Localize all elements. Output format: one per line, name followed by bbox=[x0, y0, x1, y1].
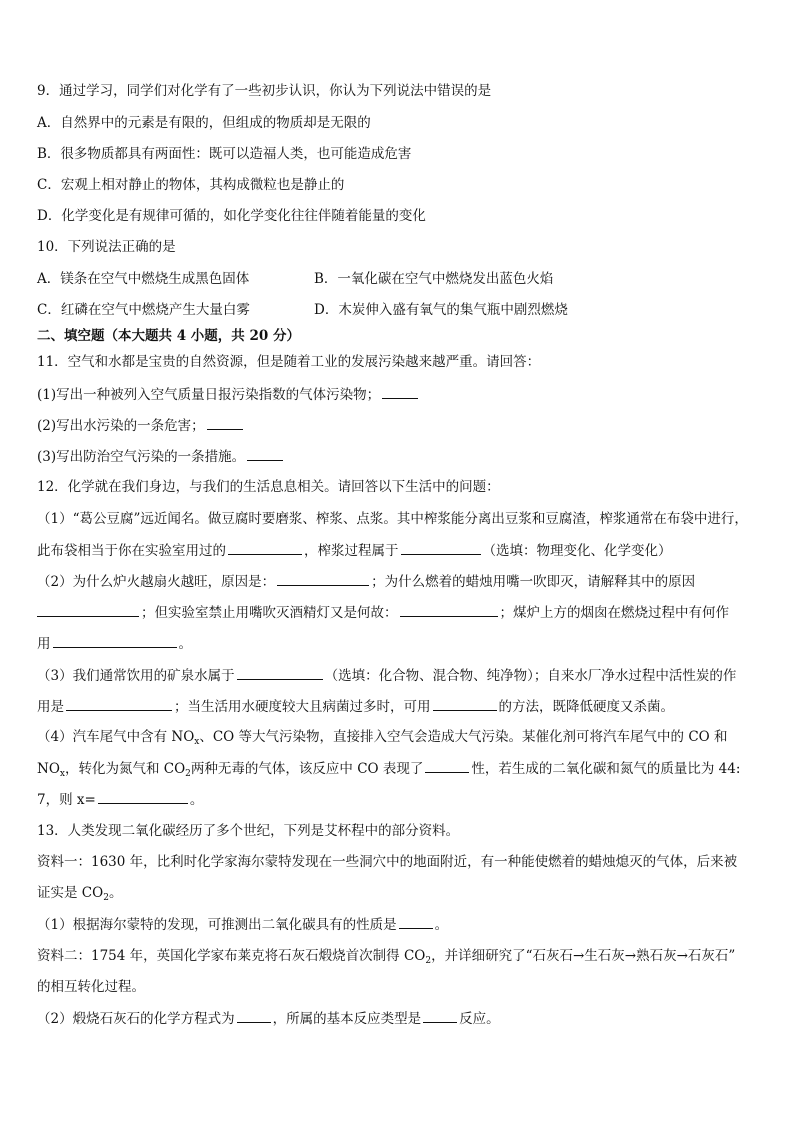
answer-blank[interactable] bbox=[237, 665, 323, 680]
answer-blank[interactable] bbox=[401, 540, 481, 555]
answer-blank[interactable] bbox=[399, 914, 433, 929]
q12-part2-line1: （2）为什么炉火越扇火越旺，原因是： ；为什么燃着的蜡烛用嘴一吹即灭，请解释其中的原因 bbox=[37, 571, 695, 592]
q13-material1-line2: 证实是 $CO_2$。 bbox=[37, 885, 123, 903]
answer-blank[interactable] bbox=[207, 415, 243, 430]
q9-stem: 9．通过学习，同学们对化学有了一些初步认识，你认为下列说法中错误的是 bbox=[37, 83, 492, 99]
q13-material2-line1: 资料二：1754 年，英国化学家布莱克将石灰石煅烧首次制得 $CO_2$，并详细研究了“石灰石→生石灰→熟石灰→石灰石” bbox=[37, 948, 736, 966]
q10-stem: 10．下列说法正确的是 bbox=[37, 239, 176, 255]
q10-option-a: A．镁条在空气中燃烧生成黑色固体 bbox=[37, 271, 250, 287]
q10-option-d: D．木炭伸入盛有氧气的集气瓶中剧烈燃烧 bbox=[314, 302, 568, 318]
q13-part1: （1）根据海尔蒙特的发现，可推测出二氧化碳具有的性质是 。 bbox=[37, 914, 448, 935]
q9-option-d: D．化学变化是有规律可循的，如化学变化往往伴随着能量的变化 bbox=[37, 208, 426, 224]
section-heading: 二、填空题（本大题共 4 小题，共 20 分） bbox=[37, 328, 300, 344]
q12-part4-line1: （4）汽车尾气中含有 $NO_x$、CO 等大气污染物，直接排入空气会造成大气污染。某催化剂可将汽车尾气中的 CO 和 bbox=[37, 729, 728, 747]
answer-blank[interactable] bbox=[98, 789, 188, 804]
answer-blank[interactable] bbox=[37, 602, 139, 617]
answer-blank[interactable] bbox=[228, 540, 302, 555]
q12-part4-line2: $NO_x$，转化为氮气和 $CO_2$两种无毒的气体，该反应中 CO 表现了 性，若生成的二氧化碳和氮气的质量比为 44: bbox=[37, 758, 740, 779]
answer-blank[interactable] bbox=[382, 384, 418, 399]
q12-stem: 12．化学就在我们身边，与我们的生活息息相关。请回答以下生活中的问题： bbox=[37, 479, 500, 495]
q12-part1-line2: 此布袋相当于你在实验室用过的 ，榨浆过程属于 （选填：物理变化、化学变化） bbox=[37, 540, 672, 561]
q12-part3-line1: （3）我们通常饮用的矿泉水属于 （选填：化合物、混合物、纯净物）；自来水厂净水过程中活性炭的作 bbox=[37, 665, 736, 686]
q10-option-b: B．一氧化碳在空气中燃烧发出蓝色火焰 bbox=[314, 271, 554, 287]
q13-stem: 13．人类发现二氧化碳经历了多个世纪，下列是艾杯程中的部分资料。 bbox=[37, 823, 460, 839]
answer-blank[interactable] bbox=[237, 1008, 271, 1023]
q11-part3: (3)写出防治空气污染的一条措施。 bbox=[37, 446, 285, 467]
answer-blank[interactable] bbox=[423, 1008, 457, 1023]
q9-option-a: A．自然界中的元素是有限的，但组成的物质却是无限的 bbox=[37, 115, 371, 131]
q12-part3-line2: 用是 ；当生活用水硬度较大且病菌过多时，可用 的方法，既降低硬度又杀菌。 bbox=[37, 696, 674, 717]
answer-blank[interactable] bbox=[66, 696, 172, 711]
q10-row-ab bbox=[37, 269, 737, 289]
q12-part2-line2: ；但实验室禁止用嘴吹灭酒精灯又是何故： ；煤炉上方的烟囱在燃烧过程中有何作 bbox=[37, 602, 729, 623]
q11-part1: (1)写出一种被列入空气质量日报污染指数的气体污染物； bbox=[37, 384, 420, 405]
q11-part2: (2)写出水污染的一条危害； bbox=[37, 415, 245, 436]
q12-part2-line3: 用 。 bbox=[37, 633, 192, 654]
q10-option-c: C．红磷在空气中燃烧产生大量白雾 bbox=[37, 302, 250, 318]
q13-part2: （2）煅烧石灰石的化学方程式为 ，所属的基本反应类型是 反应。 bbox=[37, 1008, 500, 1029]
answer-blank[interactable] bbox=[247, 446, 283, 461]
answer-blank[interactable] bbox=[53, 633, 177, 648]
q12-part4-line3: 7，则 x= 。 bbox=[37, 789, 203, 810]
q12-part1-line1: （1）“葛公豆腐”远近闻名。做豆腐时要磨浆、榨浆、点浆。其中榨浆能分离出豆浆和豆腐渣，榨浆通常在布袋中进行， bbox=[37, 511, 748, 527]
q9-option-c: C．宏观上相对静止的物体，其构成微粒也是静止的 bbox=[37, 177, 345, 193]
answer-blank[interactable] bbox=[425, 758, 469, 773]
q10-row-cd bbox=[37, 300, 737, 320]
answer-blank[interactable] bbox=[400, 602, 498, 617]
q13-material1-line1: 资料一：1630 年，比利时化学家海尔蒙特发现在一些洞穴中的地面附近，有一种能使燃着的蜡烛熄灭的气体，后来被 bbox=[37, 854, 738, 870]
answer-blank[interactable] bbox=[433, 696, 497, 711]
q13-material2-line2: 的相互转化过程。 bbox=[37, 979, 145, 995]
answer-blank[interactable] bbox=[277, 571, 369, 586]
q9-option-b: B．很多物质都具有两面性：既可以造福人类，也可能造成危害 bbox=[37, 146, 412, 162]
q11-stem: 11．空气和水都是宝贵的自然资源，但是随着工业的发展污染越来越严重。请回答： bbox=[37, 354, 541, 370]
